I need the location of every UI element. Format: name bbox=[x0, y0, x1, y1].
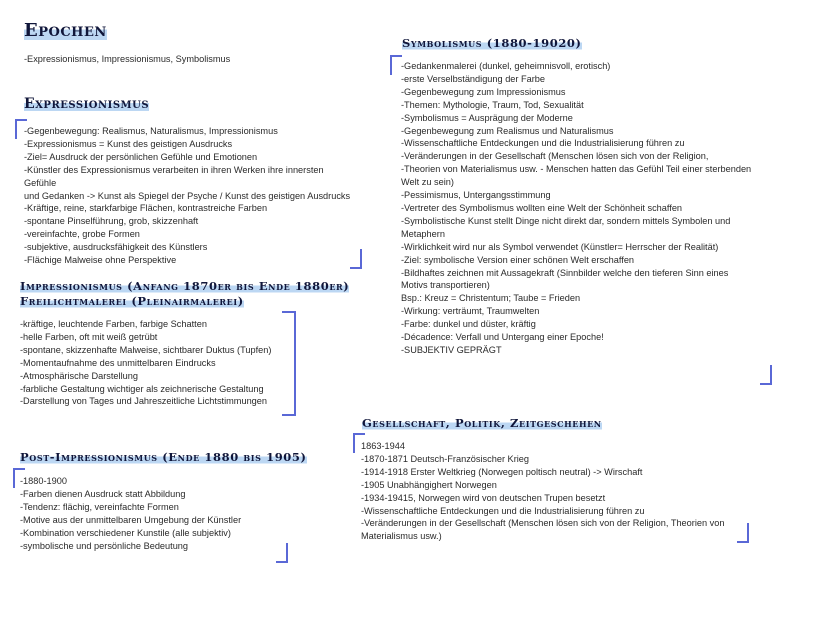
text-line: -Tendenz: flächig, vereinfachte Formen bbox=[20, 501, 179, 512]
text-line: -Wissenschaftliche Entdeckungen und die Industrialisierung führen zu bbox=[361, 505, 645, 516]
text-line: 1863-1944 bbox=[361, 441, 405, 451]
text-line: Materialismus usw.) bbox=[361, 531, 442, 542]
text-line: Metaphern bbox=[401, 228, 445, 239]
bracket-bottom-right bbox=[276, 543, 288, 563]
text-line: -Theorien von Materialismus usw. - Menschen hatten das Gefühl Teil einer sterbenden bbox=[401, 164, 752, 175]
text-line: -Atmosphärische Darstellung bbox=[20, 370, 138, 381]
text-line: -Themen: Mythologie, Traum, Tod, Sexualität bbox=[401, 99, 584, 110]
text-line: -Farben dienen Ausdruck statt Abbildung bbox=[20, 488, 186, 499]
page-title: Epochen bbox=[24, 20, 107, 41]
text-line: -Ziel: symbolische Version einer schönen Welt erschaffen bbox=[401, 254, 635, 265]
text-line: -1934-19415, Norwegen wird von deutschen Trupen besetzt bbox=[361, 492, 606, 503]
text-line: -SUBJEKTIV GEPRÄGT bbox=[401, 344, 502, 355]
text-line: -Expressionismus = Kunst des geistigen Ausdrucks bbox=[24, 138, 233, 149]
symbolismus-heading: Symbolismus (1880-19020) bbox=[402, 36, 582, 50]
gesellschaft-heading: Gesellschaft, Politik, Zeitgeschehen bbox=[362, 416, 602, 430]
bracket-bottom-right bbox=[737, 523, 749, 543]
text-line: -Veränderungen in der Gesellschaft (Menschen lösen sich von der Religion, Theorien von bbox=[361, 518, 725, 529]
text-line: -Ziel= Ausdruck der persönlichen Gefühle und Emotionen bbox=[24, 151, 258, 162]
text-line: -subjektive, ausdrucksfähigkeit des Künstlers bbox=[24, 242, 208, 253]
text-line: -spontane, skizzenhafte Malweise, sichtbarer Duktus (Tupfen) bbox=[20, 344, 272, 355]
text-line: -1905 Unabhängighert Norwegen bbox=[361, 479, 497, 490]
text-line: -Décadence: Verfall und Untergang einer Epoche! bbox=[401, 332, 604, 343]
symbolismus-body bbox=[401, 60, 751, 357]
text-line: -Farbe: dunkel und düster, kräftig bbox=[401, 319, 536, 330]
text-line: und Gedanken -> Kunst als Spiegel der Psyche / Kunst des geistigen Ausdrucks bbox=[24, 190, 351, 201]
epochen-list: -Expressionismus, Impressionismus, Symbolismus bbox=[24, 54, 231, 64]
text-line: Motivs transportieren) bbox=[401, 280, 490, 291]
text-line: Bsp.: Kreuz = Christentum; Taube = Frieden bbox=[401, 293, 581, 304]
expressionismus-body bbox=[24, 125, 350, 267]
text-line: -vereinfachte, grobe Formen bbox=[24, 229, 140, 240]
text-line: -Symbolismus = Ausprägung der Moderne bbox=[401, 112, 573, 123]
text-line: -Künstler des Expressionismus verarbeiten in ihren Werken ihre innersten bbox=[24, 164, 324, 175]
text-line: Welt zu sein) bbox=[401, 177, 454, 188]
text-line: -Darstellung von Tages und Jahreszeitliche Lichtstimmungen bbox=[20, 396, 268, 407]
text-line: -Vertreter des Symbolismus wollten eine Welt der Schönheit schaffen bbox=[401, 202, 683, 213]
text-line: -Momentaufnahme des unmittelbaren Eindrucks bbox=[20, 357, 216, 368]
text-line: -Gegenbewegung: Realismus, Naturalismus, Impressionismus bbox=[24, 126, 278, 136]
text-line: -spontane Pinselführung, grob, skizzenhaft bbox=[24, 216, 199, 227]
impressionismus-heading: Impressionismus (Anfang 1870er bis Ende 1880er) Freilichtmalerei (Pleinairmalerei) bbox=[20, 279, 350, 308]
text-line: Gefühle bbox=[24, 177, 57, 188]
text-line: -symbolische und persönliche Bedeutung bbox=[20, 540, 189, 551]
text-line: -1880-1900 bbox=[20, 476, 67, 486]
text-line: -1870-1871 Deutsch-Französischer Krieg bbox=[361, 453, 530, 464]
text-line: -Gegenbewegung zum Impressionismus bbox=[401, 86, 566, 97]
impressionismus-body bbox=[20, 318, 271, 408]
text-line: -kräftige, leuchtende Farben, farbige Schatten bbox=[20, 319, 207, 329]
gesellschaft-body bbox=[361, 440, 724, 543]
text-line: -Flächige Malweise ohne Perspektive bbox=[24, 255, 177, 266]
text-line: -Wirklichkeit wird nur als Symbol verwendet (Künstler= Herrscher der Realität) bbox=[401, 241, 719, 252]
text-line: -Gegenbewegung zum Realismus und Naturalismus bbox=[401, 125, 614, 136]
text-line: -farbliche Gestaltung wichtiger als zeichnerische Gestaltung bbox=[20, 383, 264, 394]
bracket-bottom-right bbox=[350, 249, 362, 269]
text-line: -Wissenschaftliche Entdeckungen und die Industrialisierung führen zu bbox=[401, 138, 685, 149]
text-line: -erste Verselbständigung der Farbe bbox=[401, 73, 546, 84]
text-line: -Bildhaftes zeichnen mit Aussagekraft (Sinnbilder welche den tieferen Sinn eines bbox=[401, 267, 729, 278]
text-line: -Veränderungen in der Gesellschaft (Menschen lösen sich von der Religion, bbox=[401, 151, 709, 162]
expressionismus-heading: Expressionismus bbox=[24, 96, 150, 112]
bracket-bottom-right bbox=[760, 365, 772, 385]
post-impressionismus-body bbox=[20, 475, 241, 552]
text-line: -Motive aus der unmittelbaren Umgebung der Künstler bbox=[20, 514, 242, 525]
post-impressionismus-heading: Post-Impressionismus (Ende 1880 bis 1905) bbox=[20, 450, 307, 464]
text-line: -Kombination verschiedener Kunstile (alle subjektiv) bbox=[20, 527, 231, 538]
bracket-right bbox=[282, 311, 296, 416]
text-line: -Symbolistische Kunst stellt Dinge nicht direkt dar, sondern mittels Symbolen und bbox=[401, 215, 731, 226]
text-line: -Wirkung: verträumt, Traumwelten bbox=[401, 306, 540, 317]
text-line: -1914-1918 Erster Weltkrieg (Norwegen poltisch neutral) -> Wirschaft bbox=[361, 466, 643, 477]
text-line: -Pessimismus, Untergangsstimmung bbox=[401, 190, 551, 201]
text-line: -helle Farben, oft mit weiß getrübt bbox=[20, 331, 158, 342]
text-line: -Gedankenmalerei (dunkel, geheimnisvoll, erotisch) bbox=[401, 61, 611, 71]
text-line: -Kräftige, reine, starkfarbige Flächen, kontrastreiche Farben bbox=[24, 203, 268, 214]
